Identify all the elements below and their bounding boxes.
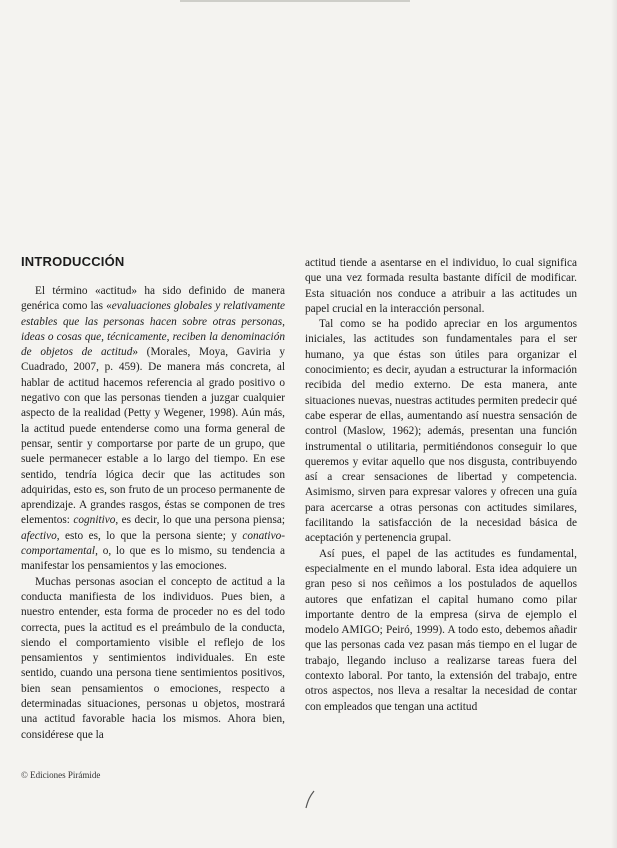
paragraph-conducta: Muchas personas asocian el concepto de actitud a la conducta manifiesta de los individuos. Pues bien, a nuestro entender, esta forma de proceder no es del todo correcta, pues la actitud es el preámbulo de la conducta, siendo el comportamiento visible el reflejo de los pensamientos y sentimientos individuales. En este sentido, cuando una persona tiene sentimientos positivos, bien sean pensamientos o emociones, respecto a determinadas situaciones, personas u objetos, mostrará una actitud favorable hacia los mismos. Ahora bien, considérese que la — [21, 575, 285, 741]
text-run: , es decir, lo que una persona piensa; — [115, 514, 286, 527]
italic-quote: evaluaciones globales y relativamente estables que las personas hacen sobre otras personas, ideas o cosas que, técnicamente, reciben la denominación de objetos de actitud — [21, 300, 285, 359]
pen-stroke-icon — [300, 788, 320, 812]
section-heading: INTRODUCCIÓN — [21, 254, 125, 269]
scan-edge-shadow — [611, 0, 617, 848]
copyright-footer: © Ediciones Pirámide — [21, 770, 101, 780]
italic-term-cognitivo: cognitivo — [73, 514, 116, 527]
text-run: , o, lo que es lo mismo, su tendencia a manifestar los pensamientos y las emociones. — [21, 545, 285, 573]
text-run: » (Morales, Moya, Gaviria y Cuadrado, 2007, p. 459). De manera más concreta, al hablar de actitud hacemos referencia al grado positivo o negativo con que las personas tienden a juzgar cualquier aspecto de la realidad (Petty y Wegener, 1998). Aún más, la actitud puede entenderse como una forma general de pensar, sentir y comportarse por parte de un grupo, que suele permanecer estable a lo largo del tiempo. En ese sentido, tendría lógica decir que las actitudes son adquiridas, esto es, son fruto de un proceso permanente de aprendizaje. A grandes rasgos, éstas se componen de tres elementos: — [21, 346, 285, 527]
right-column — [305, 256, 577, 715]
top-rule — [180, 0, 410, 2]
left-column — [21, 284, 285, 743]
italic-term-afectivo: afectivo — [21, 529, 57, 542]
paragraph-funciones: Tal como se ha podido apreciar en los argumentos iniciales, las actitudes son fundamentales para el ser humano, ya que éstas son útiles para organizar el conocimiento; es decir, ayudan a estructurar la información recibida del medio externo. De esta manera, ante situaciones nuevas, nuestras actitudes permiten predecir qué cabe esperar de ellas, aumentando así nuestra sensación de control (Maslow, 1962); además, presentan una función instrumental o utilitaria, permitiéndonos conseguir lo que queremos y evitar aquello que nos disgusta, contribuyendo así a crear sensaciones de libertad y competencia. Asimismo, sirven para expresar valores y ofrecen una guía para acercarse a otras personas con actitudes similares, facilitando la satisfacción de la necesidad básica de aceptación y pertenencia grupal. — [305, 318, 577, 545]
text-run: , esto es, lo que la persona siente; y — [56, 529, 243, 542]
italic-term-conativo: conativo-comportamental — [21, 529, 285, 558]
paragraph-definition — [21, 284, 285, 575]
paragraph-mundo-laboral: Así pues, el papel de las actitudes es fundamental, especialmente en el mundo laboral. Esta idea adquiere un gran peso si nos ceñimos a los postulados de aquellos autores que enfatizan el capital humano como pilar importante dentro de la empresa (sirva de ejemplo el modelo AMIGO; Peiró, 1999). A todo esto, debemos añadir que las personas cada vez pasan más tiempo en el lugar de trabajo, llegando incluso a realizarse tareas fuera del contexto laboral. Por tanto, la extensión del trabajo, entre otros aspectos, nos lleva a resaltar la necesidad de contar con empleados que tengan una actitud — [305, 547, 577, 713]
paragraph-continuation: actitud tiende a asentarse en el individuo, lo cual significa que una vez formada resulta bastante difícil de modificar. Esta situación nos conduce a atribuir a las actitudes un papel crucial en la interacción personal. — [305, 257, 577, 315]
text-run: El término «actitud» ha sido definido de manera genérica como las « — [21, 285, 285, 313]
